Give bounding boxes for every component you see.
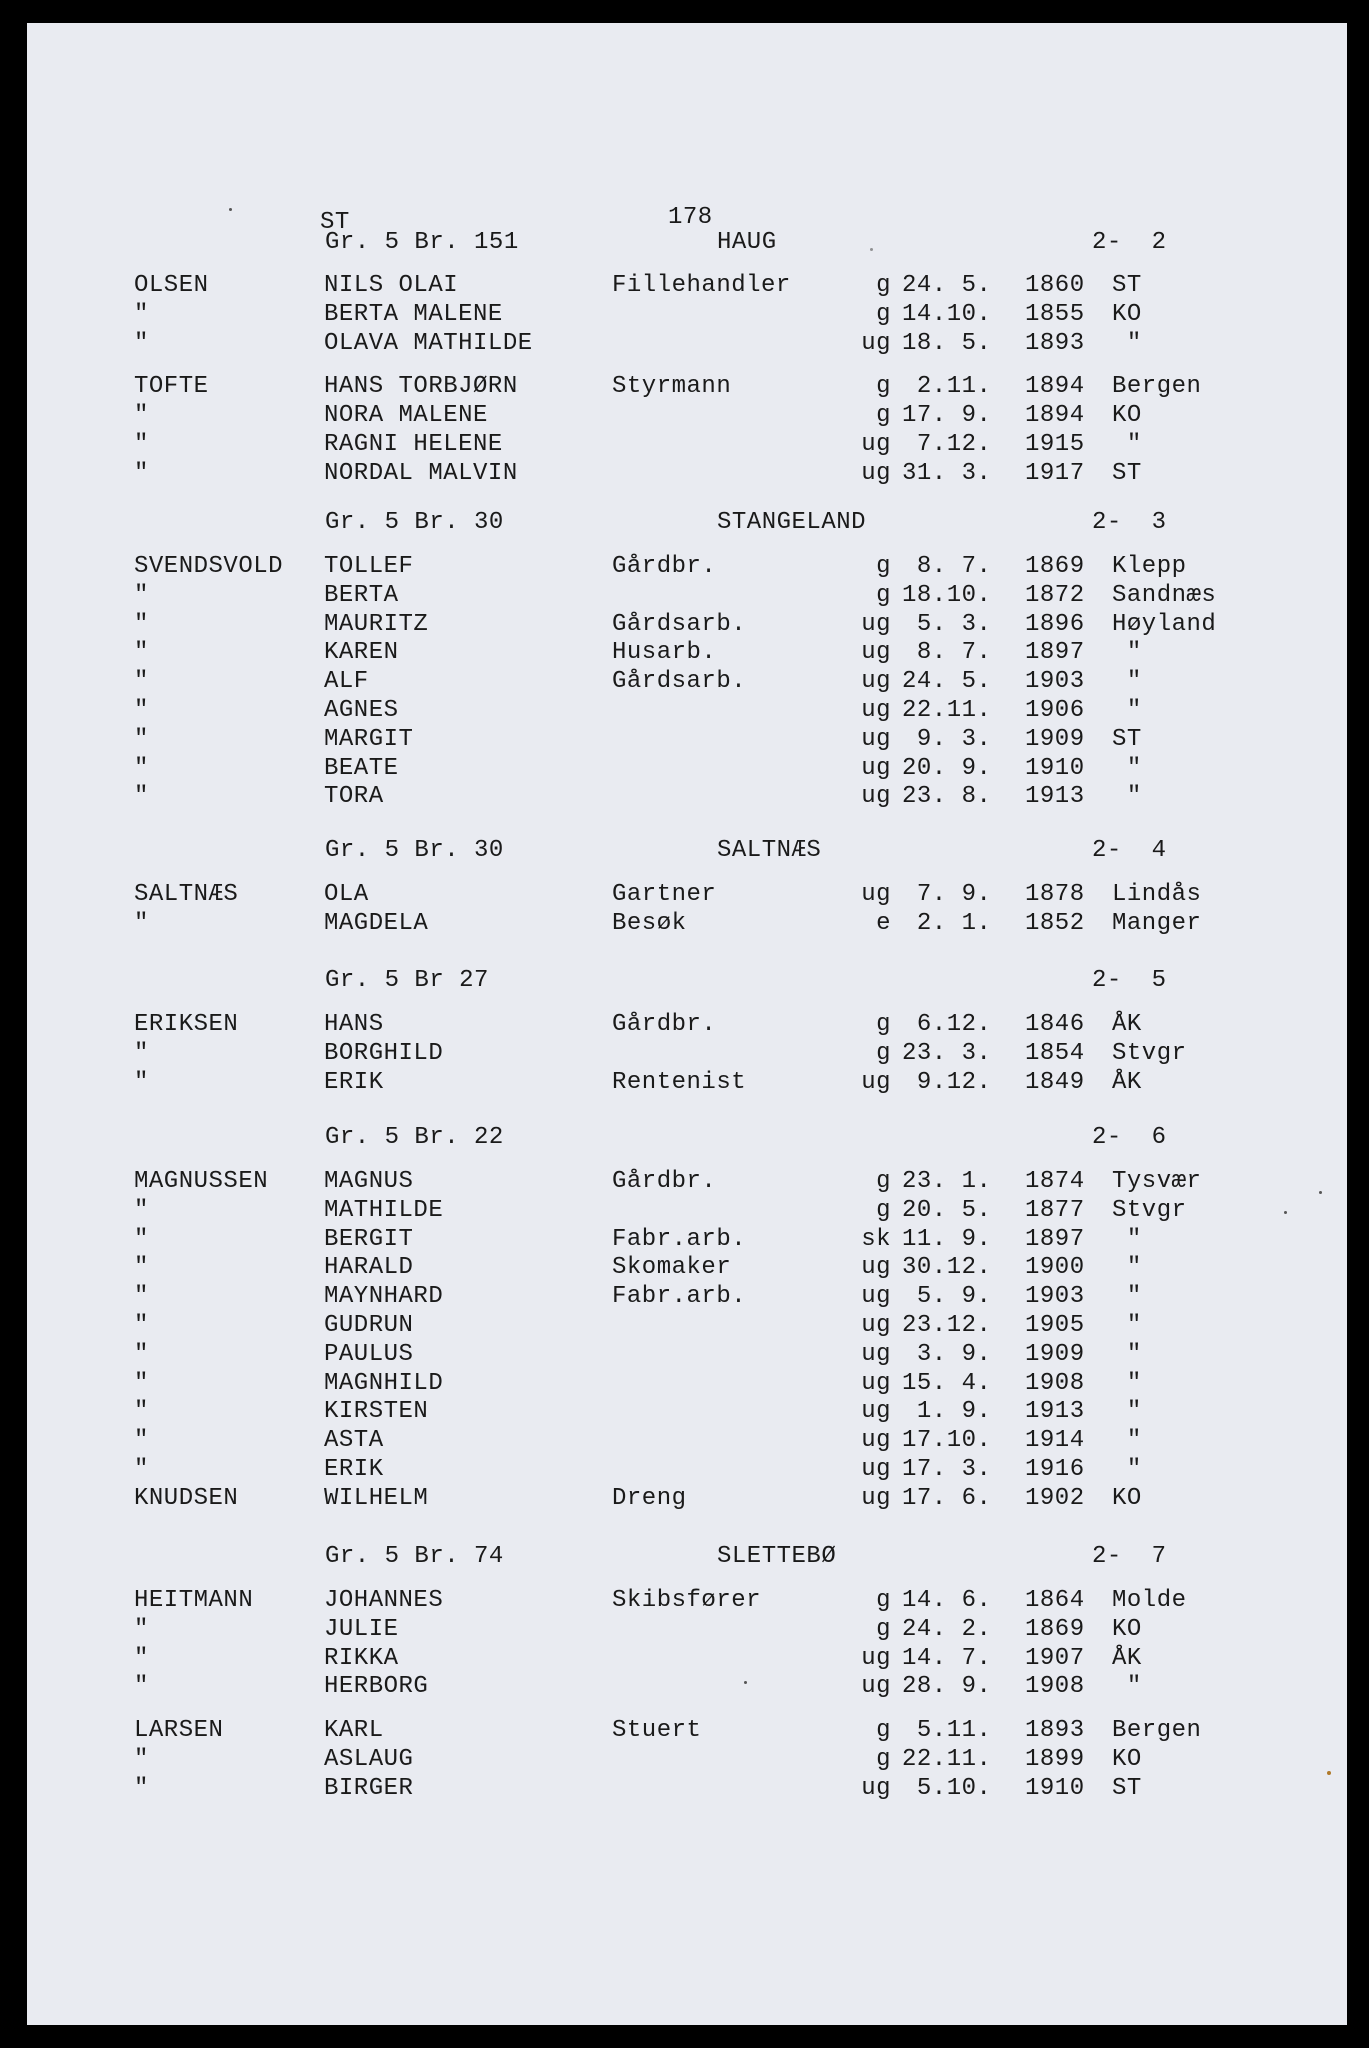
civil-status-cell: ug [861,668,891,696]
civil-status-cell: ug [861,1398,891,1426]
civil-status-cell: ug [861,1283,891,1311]
occupation-cell: Dreng [612,1484,687,1512]
birth-place-cell: " [1112,1456,1142,1483]
birth-date-cell: 7.12. [902,431,992,458]
given-name-cell: ERIK [324,1456,384,1483]
civil-status-cell: ug [861,1456,891,1483]
given-name-cell: TOLLEF [324,553,414,580]
birth-year-cell: 1854 [1025,1039,1085,1067]
civil-status-cell: g [876,1196,891,1224]
surname-cell: " [134,1283,149,1311]
surname-cell: " [134,697,149,724]
birth-year-cell: 1874 [1025,1168,1085,1195]
birth-year-cell: 1864 [1025,1587,1085,1614]
surname-cell: " [134,459,149,487]
surname-cell: " [134,329,149,357]
birth-year-cell: 1910 [1025,1774,1085,1802]
given-name-cell: NORDAL MALVIN [324,459,518,487]
birth-date-cell: 30.12. [902,1254,992,1282]
group-header-gr-br: Gr. 5 Br. 30 [325,837,504,864]
group-header-gr-br: Gr. 5 Br. 30 [325,509,504,536]
civil-status-cell: ug [861,1254,891,1282]
surname-cell: ERIKSEN [134,1011,239,1038]
paper-speck [1327,1771,1331,1775]
group-header-code: 2- 4 [1092,837,1167,864]
birth-date-cell: 11. 9. [902,1225,992,1253]
birth-year-cell: 1914 [1025,1427,1085,1455]
surname-cell: " [134,754,149,782]
civil-status-cell: g [876,1168,891,1195]
birth-date-cell: 24. 2. [902,1615,992,1643]
birth-year-cell: 1893 [1025,1717,1085,1745]
birth-place-cell: ÅK [1112,1011,1142,1038]
birth-date-cell: 23. 8. [902,783,992,811]
group-header-farm: SALTNÆS [717,837,822,864]
group-header-gr-br: Gr. 5 Br 27 [325,967,489,994]
surname-cell: " [134,1312,149,1339]
birth-date-cell: 17. 3. [902,1456,992,1483]
civil-status-cell: ug [861,1673,891,1701]
group-header-code: 2- 5 [1092,967,1167,994]
group-header-gr-br: Gr. 5 Br. 74 [325,1543,504,1570]
given-name-cell: GUDRUN [324,1312,414,1339]
surname-cell: " [134,431,149,458]
surname-cell: " [134,639,149,667]
birth-place-cell: " [1112,754,1142,782]
birth-year-cell: 1908 [1025,1369,1085,1397]
birth-place-cell: " [1112,1225,1142,1253]
civil-status-cell: ug [861,639,891,667]
birth-date-cell: 18. 5. [902,329,992,357]
birth-year-cell: 1878 [1025,881,1085,908]
page-left-title: ST [320,209,350,236]
surname-cell: " [134,1068,149,1096]
occupation-cell: Gårdbr. [612,1168,717,1195]
birth-year-cell: 1899 [1025,1746,1085,1773]
birth-date-cell: 14. 7. [902,1644,992,1672]
birth-date-cell: 1. 9. [902,1398,992,1426]
given-name-cell: ASLAUG [324,1746,414,1773]
birth-date-cell: 8. 7. [902,639,992,667]
civil-status-cell: ug [861,459,891,487]
birth-year-cell: 1893 [1025,329,1085,357]
occupation-cell: Stuert [612,1717,702,1745]
given-name-cell: ALF [324,668,369,696]
civil-status-cell: ug [861,754,891,782]
birth-date-cell: 2.11. [902,373,992,401]
civil-status-cell: g [876,272,891,299]
birth-place-cell: Klepp [1112,553,1187,580]
birth-place-cell: " [1112,1254,1142,1282]
given-name-cell: BERTA MALENE [324,300,503,328]
birth-year-cell: 1906 [1025,697,1085,724]
group-header-code: 2- 3 [1092,509,1167,536]
birth-year-cell: 1869 [1025,553,1085,580]
occupation-cell: Skomaker [612,1254,732,1282]
civil-status-cell: ug [861,1774,891,1802]
paper-speck [870,248,873,251]
birth-date-cell: 14. 6. [902,1587,992,1614]
paper-speck [229,208,232,211]
birth-date-cell: 24. 5. [902,668,992,696]
birth-place-cell: Manger [1112,909,1202,937]
occupation-cell: Fabr.arb. [612,1283,747,1311]
birth-place-cell: " [1112,1340,1142,1368]
occupation-cell: Besøk [612,909,687,937]
given-name-cell: BORGHILD [324,1039,444,1067]
given-name-cell: MAYNHARD [324,1283,444,1311]
surname-cell: " [134,725,149,753]
civil-status-cell: ug [861,610,891,638]
surname-cell: SVENDSVOLD [134,553,284,580]
birth-place-cell: " [1112,1369,1142,1397]
occupation-cell: Gårdsarb. [612,668,747,696]
birth-year-cell: 1852 [1025,909,1085,937]
birth-date-cell: 15. 4. [902,1369,992,1397]
birth-year-cell: 1894 [1025,402,1085,430]
given-name-cell: RIKKA [324,1644,399,1672]
birth-place-cell: Stvgr [1112,1039,1187,1067]
birth-year-cell: 1905 [1025,1312,1085,1339]
birth-date-cell: 31. 3. [902,459,992,487]
birth-date-cell: 24. 5. [902,272,992,299]
birth-year-cell: 1894 [1025,373,1085,401]
civil-status-cell: g [876,581,891,609]
civil-status-cell: ug [861,1340,891,1368]
civil-status-cell: ug [861,1484,891,1512]
birth-year-cell: 1896 [1025,610,1085,638]
birth-year-cell: 1897 [1025,1225,1085,1253]
birth-date-cell: 3. 9. [902,1340,992,1368]
civil-status-cell: g [876,1746,891,1773]
surname-cell: " [134,1774,149,1802]
birth-place-cell: KO [1112,300,1142,328]
group-header-farm: STANGELAND [717,509,867,536]
birth-year-cell: 1903 [1025,1283,1085,1311]
birth-place-cell: ST [1112,725,1142,753]
civil-status-cell: g [876,402,891,430]
birth-date-cell: 28. 9. [902,1673,992,1701]
birth-date-cell: 5. 3. [902,610,992,638]
birth-year-cell: 1913 [1025,783,1085,811]
civil-status-cell: ug [861,725,891,753]
birth-place-cell: " [1112,668,1142,696]
civil-status-cell: ug [861,1427,891,1455]
birth-place-cell: " [1112,1312,1142,1339]
birth-place-cell: ST [1112,459,1142,487]
surname-cell: " [134,300,149,328]
birth-date-cell: 7. 9. [902,881,992,908]
surname-cell: OLSEN [134,272,209,299]
birth-place-cell: " [1112,639,1142,667]
surname-cell: " [134,1427,149,1455]
group-header-gr-br: Gr. 5 Br. 151 [325,229,519,256]
surname-cell: LARSEN [134,1717,224,1745]
birth-year-cell: 1910 [1025,754,1085,782]
birth-year-cell: 1860 [1025,272,1085,299]
birth-date-cell: 17. 6. [902,1484,992,1512]
civil-status-cell: g [876,373,891,401]
civil-status-cell: sk [861,1225,891,1253]
surname-cell: " [134,1369,149,1397]
birth-year-cell: 1908 [1025,1673,1085,1701]
civil-status-cell: ug [861,329,891,357]
given-name-cell: RAGNI HELENE [324,431,503,458]
birth-place-cell: ÅK [1112,1644,1142,1672]
civil-status-cell: ug [861,431,891,458]
birth-year-cell: 1872 [1025,581,1085,609]
birth-place-cell: KO [1112,1615,1142,1643]
given-name-cell: ASTA [324,1427,384,1455]
birth-place-cell: Sandnæs [1112,581,1217,609]
occupation-cell: Rentenist [612,1068,747,1096]
surname-cell: " [134,1746,149,1773]
birth-year-cell: 1869 [1025,1615,1085,1643]
birth-date-cell: 20. 5. [902,1196,992,1224]
given-name-cell: MATHILDE [324,1196,444,1224]
group-header-code: 2- 6 [1092,1124,1167,1151]
birth-date-cell: 5. 9. [902,1283,992,1311]
given-name-cell: OLA [324,881,369,908]
birth-place-cell: KO [1112,1746,1142,1773]
birth-year-cell: 1849 [1025,1068,1085,1096]
occupation-cell: Styrmann [612,373,732,401]
surname-cell: " [134,668,149,696]
birth-place-cell: " [1112,1673,1142,1701]
birth-place-cell: ST [1112,272,1142,299]
civil-status-cell: ug [861,1312,891,1339]
birth-year-cell: 1909 [1025,725,1085,753]
birth-date-cell: 2. 1. [902,909,992,937]
birth-place-cell: Stvgr [1112,1196,1187,1224]
occupation-cell: Gartner [612,881,717,908]
surname-cell: " [134,909,149,937]
given-name-cell: MAGDELA [324,909,429,937]
birth-date-cell: 17. 9. [902,402,992,430]
surname-cell: " [134,581,149,609]
birth-year-cell: 1846 [1025,1011,1085,1038]
given-name-cell: MARGIT [324,725,414,753]
civil-status-cell: ug [861,881,891,908]
birth-place-cell: Lindås [1112,881,1202,908]
occupation-cell: Gårdbr. [612,553,717,580]
civil-status-cell: g [876,1717,891,1745]
occupation-cell: Gårdsarb. [612,610,747,638]
surname-cell: HEITMANN [134,1587,254,1614]
given-name-cell: ERIK [324,1068,384,1096]
given-name-cell: AGNES [324,697,399,724]
group-header-farm: SLETTEBØ [717,1543,837,1570]
given-name-cell: HANS [324,1011,384,1038]
birth-place-cell: Tysvær [1112,1168,1202,1195]
civil-status-cell: ug [861,1068,891,1096]
given-name-cell: JULIE [324,1615,399,1643]
birth-date-cell: 23. 3. [902,1039,992,1067]
birth-year-cell: 1916 [1025,1456,1085,1483]
surname-cell: " [134,1340,149,1368]
birth-year-cell: 1855 [1025,300,1085,328]
group-header-code: 2- 2 [1092,229,1167,256]
birth-date-cell: 9.12. [902,1068,992,1096]
surname-cell: " [134,1456,149,1483]
given-name-cell: PAULUS [324,1340,414,1368]
birth-place-cell: KO [1112,1484,1142,1512]
birth-date-cell: 20. 9. [902,754,992,782]
birth-year-cell: 1913 [1025,1398,1085,1426]
given-name-cell: NILS OLAI [324,272,459,299]
surname-cell: " [134,1644,149,1672]
civil-status-cell: g [876,1039,891,1067]
occupation-cell: Husarb. [612,639,717,667]
birth-place-cell: Høyland [1112,610,1217,638]
birth-place-cell: " [1112,1283,1142,1311]
given-name-cell: BERGIT [324,1225,414,1253]
birth-date-cell: 22.11. [902,697,992,724]
surname-cell: KNUDSEN [134,1484,239,1512]
birth-date-cell: 5.11. [902,1717,992,1745]
birth-year-cell: 1903 [1025,668,1085,696]
birth-date-cell: 5.10. [902,1774,992,1802]
surname-cell: " [134,610,149,638]
document-page [27,23,1347,2025]
given-name-cell: MAGNUS [324,1168,414,1195]
birth-place-cell: " [1112,697,1142,724]
paper-speck [1319,1191,1322,1194]
given-name-cell: BERTA [324,581,399,609]
civil-status-cell: g [876,1011,891,1038]
paper-speck [1284,1211,1287,1214]
birth-date-cell: 23. 1. [902,1168,992,1195]
birth-date-cell: 22.11. [902,1746,992,1773]
birth-date-cell: 6.12. [902,1011,992,1038]
paper-speck [744,1681,747,1684]
given-name-cell: KARL [324,1717,384,1745]
given-name-cell: HARALD [324,1254,414,1282]
birth-year-cell: 1917 [1025,459,1085,487]
given-name-cell: BIRGER [324,1774,414,1802]
birth-place-cell: ST [1112,1774,1142,1802]
occupation-cell: Gårdbr. [612,1011,717,1038]
given-name-cell: JOHANNES [324,1587,444,1614]
birth-year-cell: 1900 [1025,1254,1085,1282]
civil-status-cell: g [876,1615,891,1643]
birth-year-cell: 1902 [1025,1484,1085,1512]
group-header-code: 2- 7 [1092,1543,1167,1570]
civil-status-cell: ug [861,783,891,811]
birth-place-cell: " [1112,1398,1142,1426]
civil-status-cell: ug [861,697,891,724]
birth-date-cell: 23.12. [902,1312,992,1339]
civil-status-cell: ug [861,1369,891,1397]
given-name-cell: HANS TORBJØRN [324,373,518,401]
civil-status-cell: ug [861,1644,891,1672]
birth-place-cell: " [1112,783,1142,811]
occupation-cell: Fillehandler [612,272,791,299]
birth-year-cell: 1877 [1025,1196,1085,1224]
birth-place-cell: " [1112,431,1142,458]
given-name-cell: MAURITZ [324,610,429,638]
birth-place-cell: ÅK [1112,1068,1142,1096]
group-header-gr-br: Gr. 5 Br. 22 [325,1124,504,1151]
birth-place-cell: " [1112,1427,1142,1455]
surname-cell: " [134,1673,149,1701]
given-name-cell: HERBORG [324,1673,429,1701]
birth-year-cell: 1897 [1025,639,1085,667]
birth-place-cell: Bergen [1112,1717,1202,1745]
birth-place-cell: Bergen [1112,373,1202,401]
surname-cell: " [134,1039,149,1067]
birth-date-cell: 14.10. [902,300,992,328]
civil-status-cell: e [876,909,891,937]
birth-year-cell: 1907 [1025,1644,1085,1672]
civil-status-cell: g [876,300,891,328]
surname-cell: " [134,1254,149,1282]
given-name-cell: BEATE [324,754,399,782]
given-name-cell: MAGNHILD [324,1369,444,1397]
surname-cell: " [134,1225,149,1253]
surname-cell: " [134,1615,149,1643]
surname-cell: " [134,1196,149,1224]
birth-year-cell: 1915 [1025,431,1085,458]
surname-cell: " [134,402,149,430]
given-name-cell: KAREN [324,639,399,667]
page-number: 178 [668,204,713,231]
given-name-cell: NORA MALENE [324,402,488,430]
surname-cell: TOFTE [134,373,209,401]
birth-place-cell: Molde [1112,1587,1187,1614]
civil-status-cell: g [876,553,891,580]
birth-place-cell: " [1112,329,1142,357]
birth-date-cell: 17.10. [902,1427,992,1455]
occupation-cell: Fabr.arb. [612,1225,747,1253]
surname-cell: MAGNUSSEN [134,1168,269,1195]
birth-date-cell: 18.10. [902,581,992,609]
given-name-cell: WILHELM [324,1484,429,1512]
surname-cell: " [134,1398,149,1426]
occupation-cell: Skibsfører [612,1587,762,1614]
given-name-cell: TORA [324,783,384,811]
birth-place-cell: KO [1112,402,1142,430]
given-name-cell: OLAVA MATHILDE [324,329,533,357]
surname-cell: " [134,783,149,811]
birth-year-cell: 1909 [1025,1340,1085,1368]
surname-cell: SALTNÆS [134,881,239,908]
birth-date-cell: 9. 3. [902,725,992,753]
civil-status-cell: g [876,1587,891,1614]
birth-date-cell: 8. 7. [902,553,992,580]
given-name-cell: KIRSTEN [324,1398,429,1426]
group-header-farm: HAUG [717,229,777,256]
